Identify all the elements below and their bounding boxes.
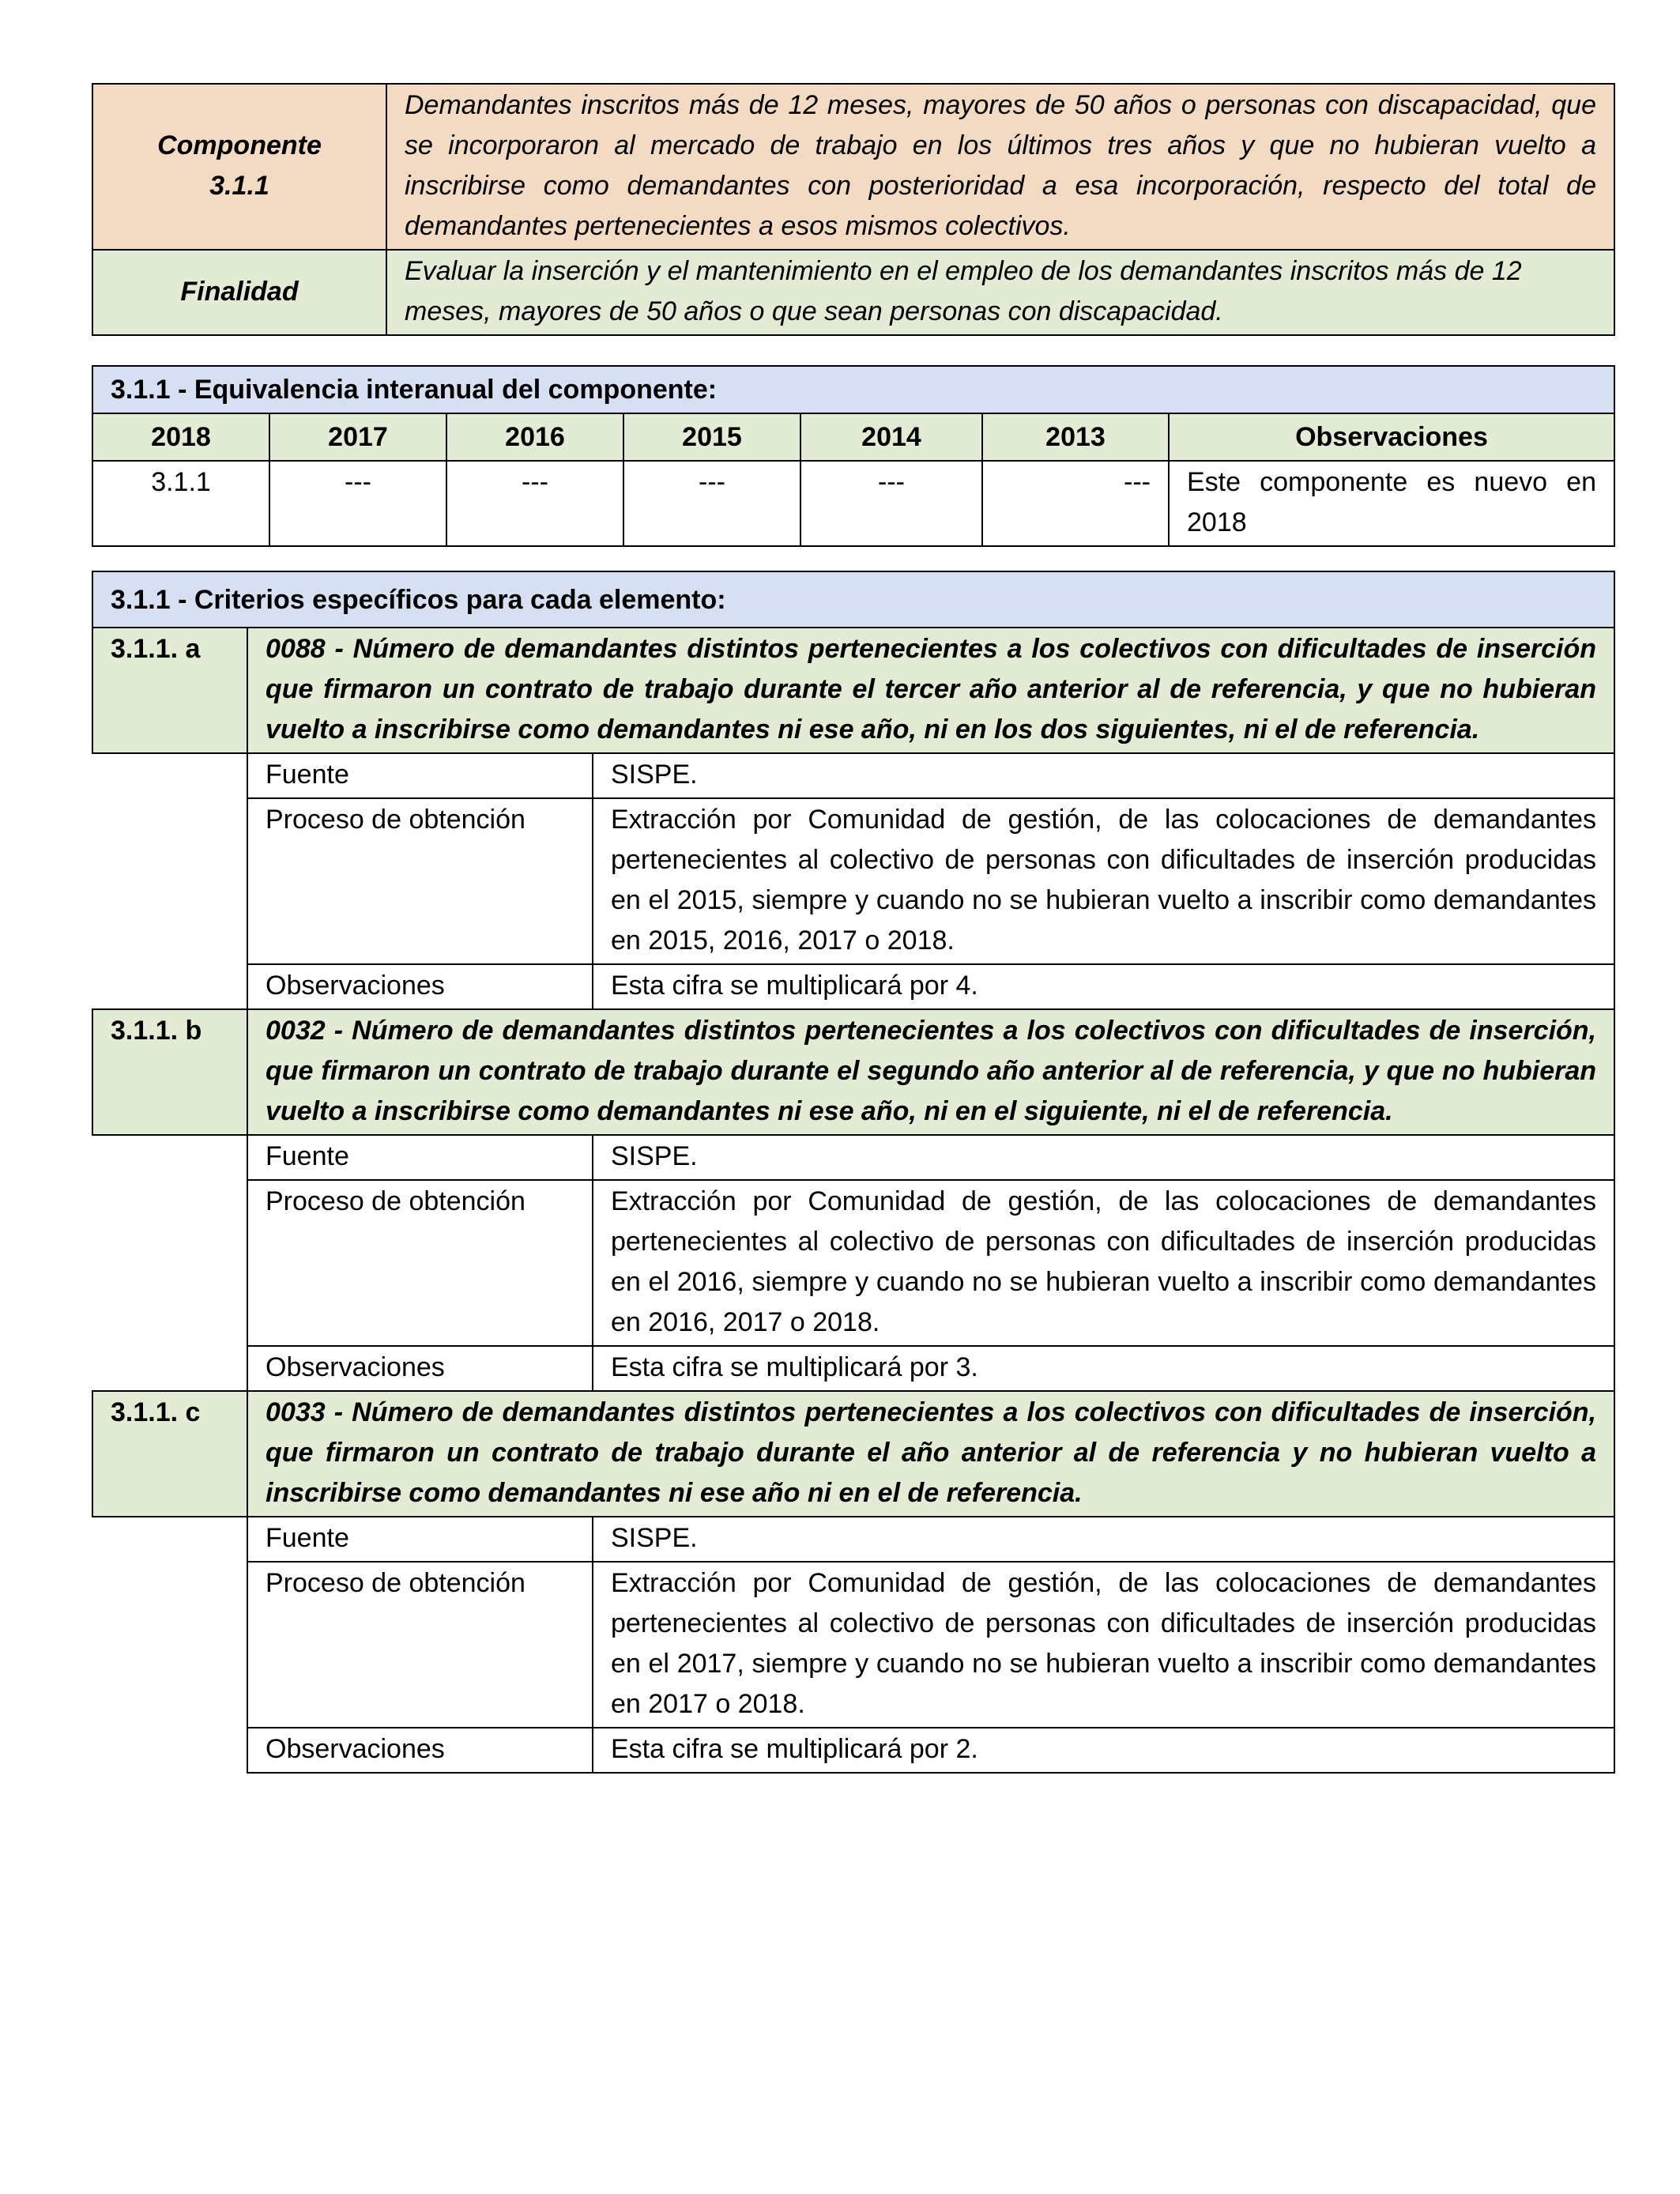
element-description xyxy=(247,1391,1614,1517)
fuente-label: Fuente xyxy=(247,753,593,798)
fuente-row xyxy=(92,1135,1614,1180)
element-text: Número de demandantes distintos pertenecientes a los colectivos con dificultades de inserción, que firmaron un contrato de trabajo durante el segundo año anterior al de referencia, y que no hubieran vuelto a inscribirse como demandantes ni ese año, ni en el siguiente, ni el de referencia. xyxy=(266,1016,1597,1126)
element-text: Número de demandantes distintos pertenecientes a los colectivos con dificultades de inserción que firmaron un contrato de trabajo durante el tercer año anterior al de referencia, y que no hubieran vuelto a inscribirse como demandantes ni ese año, ni en los dos siguientes, ni el de referencia. xyxy=(266,634,1597,745)
observaciones-row xyxy=(92,964,1614,1009)
observaciones-value: Esta cifra se multiplicará por 2. xyxy=(593,1728,1614,1773)
equivalencia-table xyxy=(92,365,1615,547)
fuente-value: SISPE. xyxy=(593,1517,1614,1562)
element-id: 3.1.1. b xyxy=(92,1009,247,1135)
element-id: 3.1.1. a xyxy=(92,628,247,753)
criterios-title: 3.1.1 - Criterios específicos para cada elemento: xyxy=(92,571,1614,628)
element-id: 3.1.1. c xyxy=(92,1391,247,1517)
year-header: 2014 xyxy=(800,413,982,461)
fuente-label: Fuente xyxy=(247,1517,593,1562)
proceso-row xyxy=(92,798,1614,964)
fuente-value: SISPE. xyxy=(593,753,1614,798)
proceso-value: Extracción por Comunidad de gestión, de las colocaciones de demandantes pertenecientes al colectivo de personas con dificultades de inserción producidas en el 2016, siempre y cuando no se hubieran vuelto a inscribir como demandantes en 2016, 2017 o 2018. xyxy=(593,1180,1614,1346)
year-header: 2015 xyxy=(623,413,800,461)
proceso-label: Proceso de obtención xyxy=(247,1562,593,1728)
element-text: Número de demandantes distintos pertenecientes a los colectivos con dificultades de inserción, que firmaron un contrato de trabajo durante el año anterior al de referencia y no hubieran vuelto a inscribirse como demandantes ni ese año ni en el de referencia. xyxy=(266,1397,1597,1508)
observaciones-label: Observaciones xyxy=(247,1346,593,1391)
spacer xyxy=(92,1135,247,1391)
table-cell: --- xyxy=(982,461,1169,546)
table-cell: --- xyxy=(623,461,800,546)
criterios-table xyxy=(92,571,1615,1774)
observaciones-value: Esta cifra se multiplicará por 4. xyxy=(593,964,1614,1009)
finalidad-text: Evaluar la inserción y el mantenimiento en el empleo de los demandantes inscritos más de 12 meses, mayores de 50 años o que sean personas con discapacidad. xyxy=(386,250,1614,335)
equivalencia-title: 3.1.1 - Equivalencia interanual del componente: xyxy=(92,366,1614,413)
observaciones-row xyxy=(92,1728,1614,1773)
componente-number: 3.1.1 xyxy=(209,171,269,201)
observaciones-row xyxy=(92,1346,1614,1391)
proceso-value: Extracción por Comunidad de gestión, de las colocaciones de demandantes pertenecientes al colectivo de personas con dificultades de inserción producidas en el 2017, siempre y cuando no se hubieran vuelto a inscribir como demandantes en 2017 o 2018. xyxy=(593,1562,1614,1728)
table-cell: --- xyxy=(446,461,623,546)
element-description xyxy=(247,628,1614,753)
componente-label: Componente xyxy=(157,130,322,160)
fuente-row xyxy=(92,753,1614,798)
observaciones-cell: Este componente es nuevo en 2018 xyxy=(1169,461,1614,546)
componente-table xyxy=(92,83,1615,336)
element-header-row xyxy=(92,1009,1614,1135)
table-cell: --- xyxy=(269,461,446,546)
element-header-row xyxy=(92,628,1614,753)
observaciones-header: Observaciones xyxy=(1169,413,1614,461)
observaciones-label: Observaciones xyxy=(247,964,593,1009)
componente-label-cell xyxy=(92,84,386,250)
spacer xyxy=(92,753,247,1009)
table-cell: --- xyxy=(800,461,982,546)
proceso-label: Proceso de obtención xyxy=(247,1180,593,1346)
table-cell: 3.1.1 xyxy=(92,461,269,546)
element-code: 0033 - xyxy=(266,1397,344,1427)
equivalencia-header-row xyxy=(92,413,1614,461)
equivalencia-data-row xyxy=(92,461,1614,546)
observaciones-label: Observaciones xyxy=(247,1728,593,1773)
spacer xyxy=(92,1517,247,1773)
year-header: 2016 xyxy=(446,413,623,461)
element-description xyxy=(247,1009,1614,1135)
year-header: 2017 xyxy=(269,413,446,461)
componente-row xyxy=(92,84,1614,250)
proceso-row xyxy=(92,1180,1614,1346)
observaciones-value: Esta cifra se multiplicará por 3. xyxy=(593,1346,1614,1391)
element-code: 0032 - xyxy=(266,1016,344,1046)
proceso-row xyxy=(92,1562,1614,1728)
finalidad-row xyxy=(92,250,1614,335)
proceso-value: Extracción por Comunidad de gestión, de las colocaciones de demandantes pertenecientes al colectivo de personas con dificultades de inserción producidas en el 2015, siempre y cuando no se hubieran vuelto a inscribir como demandantes en 2015, 2016, 2017 o 2018. xyxy=(593,798,1614,964)
fuente-label: Fuente xyxy=(247,1135,593,1180)
componente-description: Demandantes inscritos más de 12 meses, mayores de 50 años o personas con discapacidad, que se incorporaron al mercado de trabajo en los últimos tres años y que no hubieran vuelto a inscribirse como demandantes con posterioridad a esa incorporación, respecto del total de demandantes pertenecientes a esos mismos colectivos. xyxy=(386,84,1614,250)
finalidad-label: Finalidad xyxy=(92,250,386,335)
equivalencia-title-row xyxy=(92,366,1614,413)
year-header: 2013 xyxy=(982,413,1169,461)
fuente-value: SISPE. xyxy=(593,1135,1614,1180)
criterios-title-row xyxy=(92,571,1614,628)
element-code: 0088 - xyxy=(266,634,344,664)
year-header: 2018 xyxy=(92,413,269,461)
fuente-row xyxy=(92,1517,1614,1562)
element-header-row xyxy=(92,1391,1614,1517)
proceso-label: Proceso de obtención xyxy=(247,798,593,964)
